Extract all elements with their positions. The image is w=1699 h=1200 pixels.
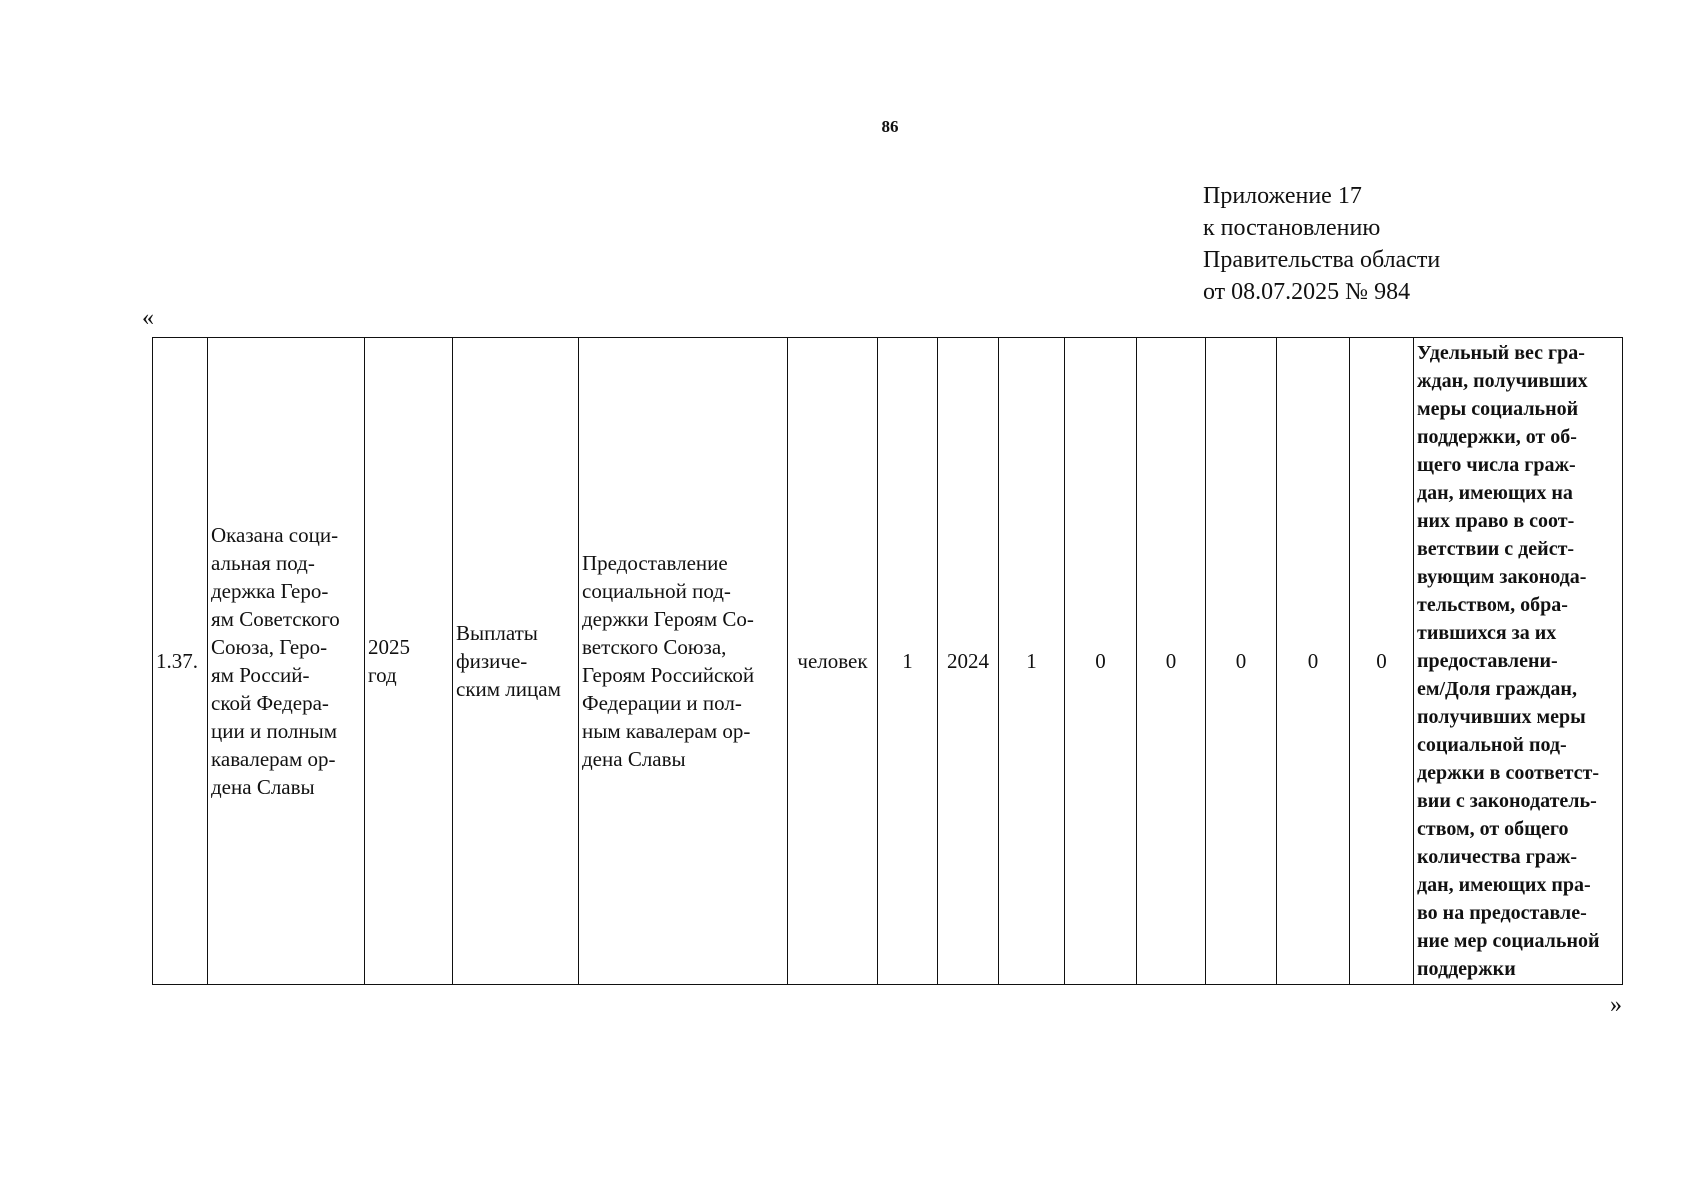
cell-value-6: 0 (1350, 338, 1414, 985)
appendix-header (1203, 180, 1440, 308)
closing-quote: » (1610, 992, 1622, 1018)
cell-value-3: 0 (1137, 338, 1206, 985)
cell-measure: Предоставление социальной под- держки Героям Со- ветского Союза, Героям Российской Федерации и пол- ным кавалерам ор- дена Славы (579, 338, 788, 985)
appendix-resolution: к постановлению (1203, 215, 1381, 241)
cell-base-year: 2024 (938, 338, 999, 985)
cell-value-4: 0 (1206, 338, 1277, 985)
cell-value-2: 0 (1065, 338, 1137, 985)
program-table (152, 337, 1623, 985)
cell-result: Оказана соци- альная под- держка Геро- ям Советского Союза, Геро- ям Россий- ской Федера- ции и полным кавалерам ор- дена Славы (208, 338, 365, 985)
appendix-title: Приложение 17 (1203, 183, 1362, 209)
appendix-authority: Правительства области (1203, 247, 1441, 273)
table-row (153, 338, 1623, 985)
cell-base-value: 1 (878, 338, 938, 985)
cell-indicator: Удельный вес гра- ждан, получивших меры социальной поддержки, от об- щего числа граж- дан, имеющих на них право в соот- ветствии с дейст- вующим законода- тельством, обра- тившихся за их предоставлени- ем/Доля граждан, получивших меры социальной под- держки в соответст- вии с законодатель- ством, от общего количества граж- дан, имеющих пра- во на предоставле- ние мер социальной поддержки (1414, 338, 1623, 985)
opening-quote: « (142, 305, 154, 331)
appendix-date-number: от 08.07.2025 № 984 (1203, 279, 1411, 305)
cell-value-5: 0 (1277, 338, 1350, 985)
cell-unit: человек (788, 338, 878, 985)
cell-row-number: 1.37. (153, 338, 208, 985)
cell-type: Выплаты физиче- ским лицам (453, 338, 579, 985)
page-number: 86 (881, 117, 899, 136)
cell-value-1: 1 (999, 338, 1065, 985)
cell-year: 2025 год (365, 338, 453, 985)
